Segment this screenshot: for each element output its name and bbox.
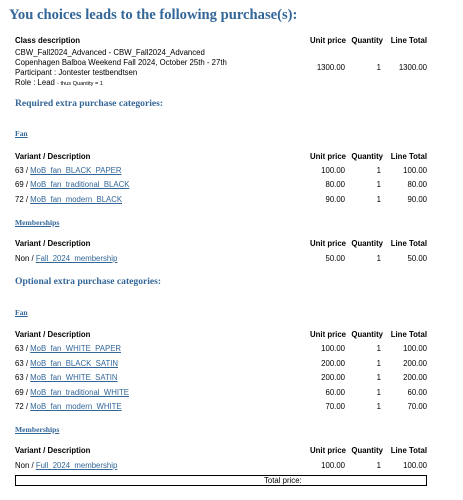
class-quantity: 1	[376, 63, 381, 72]
role: Role : Lead	[15, 78, 55, 87]
line-total: 90.00	[407, 195, 427, 204]
required-memberships-title: Memberships	[15, 218, 60, 227]
table-row	[15, 252, 427, 266]
optional-fan-header	[15, 328, 427, 342]
product-link[interactable]: MoB_fan_traditional_BLACK	[30, 180, 130, 189]
unit-price: 200.00	[321, 359, 345, 368]
unit-price: 100.00	[321, 461, 345, 470]
required-section-title: Required extra purchase categories:	[15, 98, 164, 109]
unit-price: 90.00	[325, 195, 345, 204]
variant-id: 63 /	[15, 344, 31, 353]
quantity-header: Quantity	[351, 152, 383, 161]
product-link[interactable]: MoB_fan_WHITE_PAPER	[30, 344, 122, 353]
variant-header: Variant / Description	[15, 239, 91, 248]
product-link[interactable]: MoB_fan_modern_BLACK	[30, 195, 123, 204]
variant-id: 63 /	[15, 166, 31, 175]
unit-price: 100.00	[321, 344, 345, 353]
role-line	[15, 78, 295, 89]
unit-price-header: Unit price	[310, 36, 346, 45]
class-line-total: 1300.00	[398, 63, 427, 72]
quantity: 1	[376, 402, 381, 411]
quantity: 1	[376, 254, 381, 263]
table-row	[15, 386, 427, 400]
quantity: 1	[376, 388, 381, 397]
line-total: 80.00	[407, 180, 427, 189]
table-row	[15, 371, 427, 385]
required-fan-title: Fan	[15, 129, 28, 138]
variant-id: 72 /	[15, 195, 31, 204]
line-total-header: Line Total	[390, 239, 427, 248]
unit-price: 100.00	[321, 166, 345, 175]
table-row	[15, 164, 427, 178]
line-total: 200.00	[403, 359, 427, 368]
unit-price-header: Unit price	[310, 446, 346, 455]
variant-id: 69 /	[15, 388, 31, 397]
table-row	[15, 178, 427, 192]
variant-id: Non /	[15, 254, 36, 263]
quantity-header: Quantity	[351, 239, 383, 248]
optional-memberships-title: Memberships	[15, 425, 60, 434]
optional-fan-title: Fan	[15, 308, 28, 317]
unit-price-header: Unit price	[310, 239, 346, 248]
quantity: 1	[376, 461, 381, 470]
unit-price: 60.00	[325, 388, 345, 397]
class-unit-price: 1300.00	[316, 63, 345, 72]
total-price-label: Total price:	[264, 476, 302, 485]
unit-price: 200.00	[321, 373, 345, 382]
line-total: 70.00	[407, 402, 427, 411]
line-total: 100.00	[403, 461, 427, 470]
table-row	[15, 357, 427, 371]
quantity-header: Quantity	[351, 330, 383, 339]
product-link[interactable]: Full_2024_membership	[35, 461, 118, 470]
required-fan-header	[15, 150, 427, 164]
variant-header: Variant / Description	[15, 446, 91, 455]
table-row	[15, 459, 427, 473]
variant-header: Variant / Description	[15, 330, 91, 339]
class-description-header: Class description	[15, 36, 80, 45]
line-total: 100.00	[403, 344, 427, 353]
unit-price: 50.00	[325, 254, 345, 263]
product-link[interactable]: MoB_fan_modern_WHITE	[30, 402, 122, 411]
variant-id: 63 /	[15, 359, 31, 368]
event-name: Copenhagen Balboa Weekend Fall 2024, October 25th - 27th	[15, 58, 227, 67]
line-total: 60.00	[407, 388, 427, 397]
class-table-header	[15, 34, 427, 48]
product-link[interactable]: Fall_2024_membership	[35, 254, 118, 263]
line-total-header: Line Total	[390, 446, 427, 455]
optional-section-title: Optional extra purchase categories:	[15, 276, 162, 287]
line-total: 50.00	[407, 254, 427, 263]
line-total-header: Line Total	[390, 330, 427, 339]
class-values	[15, 61, 427, 75]
product-link[interactable]: MoB_fan_BLACK_SATIN	[30, 359, 119, 368]
product-link[interactable]: MoB_fan_traditional_WHITE	[30, 388, 129, 397]
required-memberships-header	[15, 237, 427, 251]
variant-id: Non /	[15, 461, 36, 470]
role-note: - thus Quantity = 1	[57, 81, 103, 87]
quantity: 1	[376, 359, 381, 368]
line-total: 100.00	[403, 166, 427, 175]
table-row	[15, 193, 427, 207]
class-name: CBW_Fall2024_Advanced - CBW_Fall2024_Advanced	[15, 48, 205, 57]
variant-id: 63 /	[15, 373, 31, 382]
quantity-header: Quantity	[351, 36, 383, 45]
unit-price-header: Unit price	[310, 152, 346, 161]
product-link[interactable]: MoB_fan_BLACK_PAPER	[30, 166, 122, 175]
quantity: 1	[376, 166, 381, 175]
quantity: 1	[376, 180, 381, 189]
unit-price: 70.00	[325, 402, 345, 411]
line-total-header: Line Total	[390, 36, 427, 45]
line-total-header: Line Total	[390, 152, 427, 161]
line-total: 200.00	[403, 373, 427, 382]
quantity: 1	[376, 344, 381, 353]
table-row	[15, 400, 427, 414]
participant: Participant : Jontester testbendtsen	[15, 68, 138, 77]
table-row	[15, 342, 427, 356]
variant-id: 72 /	[15, 402, 31, 411]
variant-header: Variant / Description	[15, 152, 91, 161]
quantity: 1	[376, 195, 381, 204]
optional-memberships-header	[15, 444, 427, 458]
product-link[interactable]: MoB_fan_WHITE_SATIN	[30, 373, 118, 382]
quantity-header: Quantity	[351, 446, 383, 455]
variant-id: 69 /	[15, 180, 31, 189]
total-price-box	[15, 475, 427, 486]
page-title: You choices leads to the following purchase(s):	[9, 7, 298, 23]
unit-price-header: Unit price	[310, 330, 346, 339]
quantity: 1	[376, 373, 381, 382]
unit-price: 80.00	[325, 180, 345, 189]
